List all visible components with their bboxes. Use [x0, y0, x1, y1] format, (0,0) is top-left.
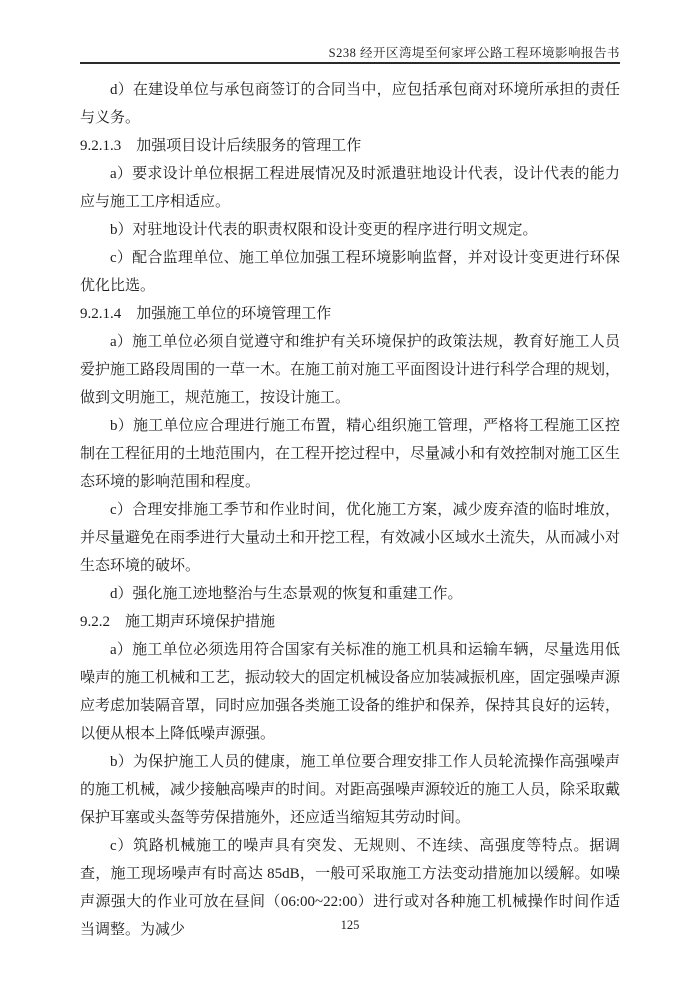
- paragraph-a-design-rep: a）要求设计单位根据工程进展情况及时派遣驻地设计代表，设计代表的能力应与施工工序相适应。: [80, 166, 620, 210]
- running-header: S238 经开区湾堤至何家坪公路工程环境影响报告书: [328, 46, 620, 60]
- section-heading-9-2-2: 9.2.2 施工期声环境保护措施: [80, 614, 276, 630]
- paragraph-b-layout: b）施工单位应合理进行施工布置，精心组织施工管理，严格将工程施工区控制在工程征用的土地范围内，在工程开挖过程中，尽量减小和有效控制对施工区生态环境的影响范围和程度。: [80, 418, 621, 490]
- paragraph-c-noise: c）筑路机械施工的噪声具有突发、无规则、不连续、高强度等特点。据调查，施工现场噪声有时高达 85dB，一般可采取施工方法变动措施加以缓解。如噪声源强大的作业可放在昼间（06:00~22:00）进行或对各种施工机械操作时间作适当调整。为减少: [80, 838, 620, 938]
- paragraph-c-supervision: c）配合监理单位、施工单位加强工程环境影响监督，并对设计变更进行环保优化比选。: [80, 250, 620, 294]
- paragraph-b-duties: b）对驻地设计代表的职责权限和设计变更的程序进行明文规定。: [110, 222, 538, 238]
- paragraph-d-restoration: d）强化施工迹地整治与生态景观的恢复和重建工作。: [110, 586, 463, 602]
- section-heading-9-2-1-4: 9.2.1.4 加强施工单位的环境管理工作: [80, 306, 332, 322]
- paragraph-d-contract: d）在建设单位与承包商签订的合同当中，应包括承包商对环境所承担的责任与义务。: [80, 82, 620, 126]
- header-rule: [80, 62, 620, 64]
- paragraph-b-workers: b）为保护施工人员的健康，施工单位要合理安排工作人员轮流操作高强噪声的施工机械，减少接触高噪声的时间。对距高强噪声源较近的施工人员，除采取戴保护耳塞或头盔等劳保措施外，还应适当缩短其劳动时间。: [80, 754, 621, 826]
- paragraph-c-season: c）合理安排施工季节和作业时间，优化施工方案，减少废弃渣的临时堆放，并尽量避免在雨季进行大量动土和开挖工程，有效减小区域水土流失，从而减小对生态环境的破坏。: [80, 502, 621, 574]
- paragraph-a-equipment: a）施工单位必须选用符合国家有关标准的施工机具和运输车辆，尽量选用低噪声的施工机械和工艺，振动较大的固定机械设备应加装减振机座，固定强噪声源应考虑加装隔音罩，同时应加强各类施工设备的维护和保养，保持其良好的运转，以便从根本上降低噪声源强。: [80, 642, 621, 742]
- paragraph-a-policy: a）施工单位必须自觉遵守和维护有关环境保护的政策法规，教育好施工人员爱护施工路段周围的一草一木。在施工前对施工平面图设计进行科学合理的规划，做到文明施工，规范施工，按设计施工。: [80, 334, 621, 406]
- section-heading-9-2-1-3: 9.2.1.3 加强项目设计后续服务的管理工作: [80, 138, 362, 154]
- document-body: [80, 76, 620, 944]
- page-number: 125: [340, 918, 360, 932]
